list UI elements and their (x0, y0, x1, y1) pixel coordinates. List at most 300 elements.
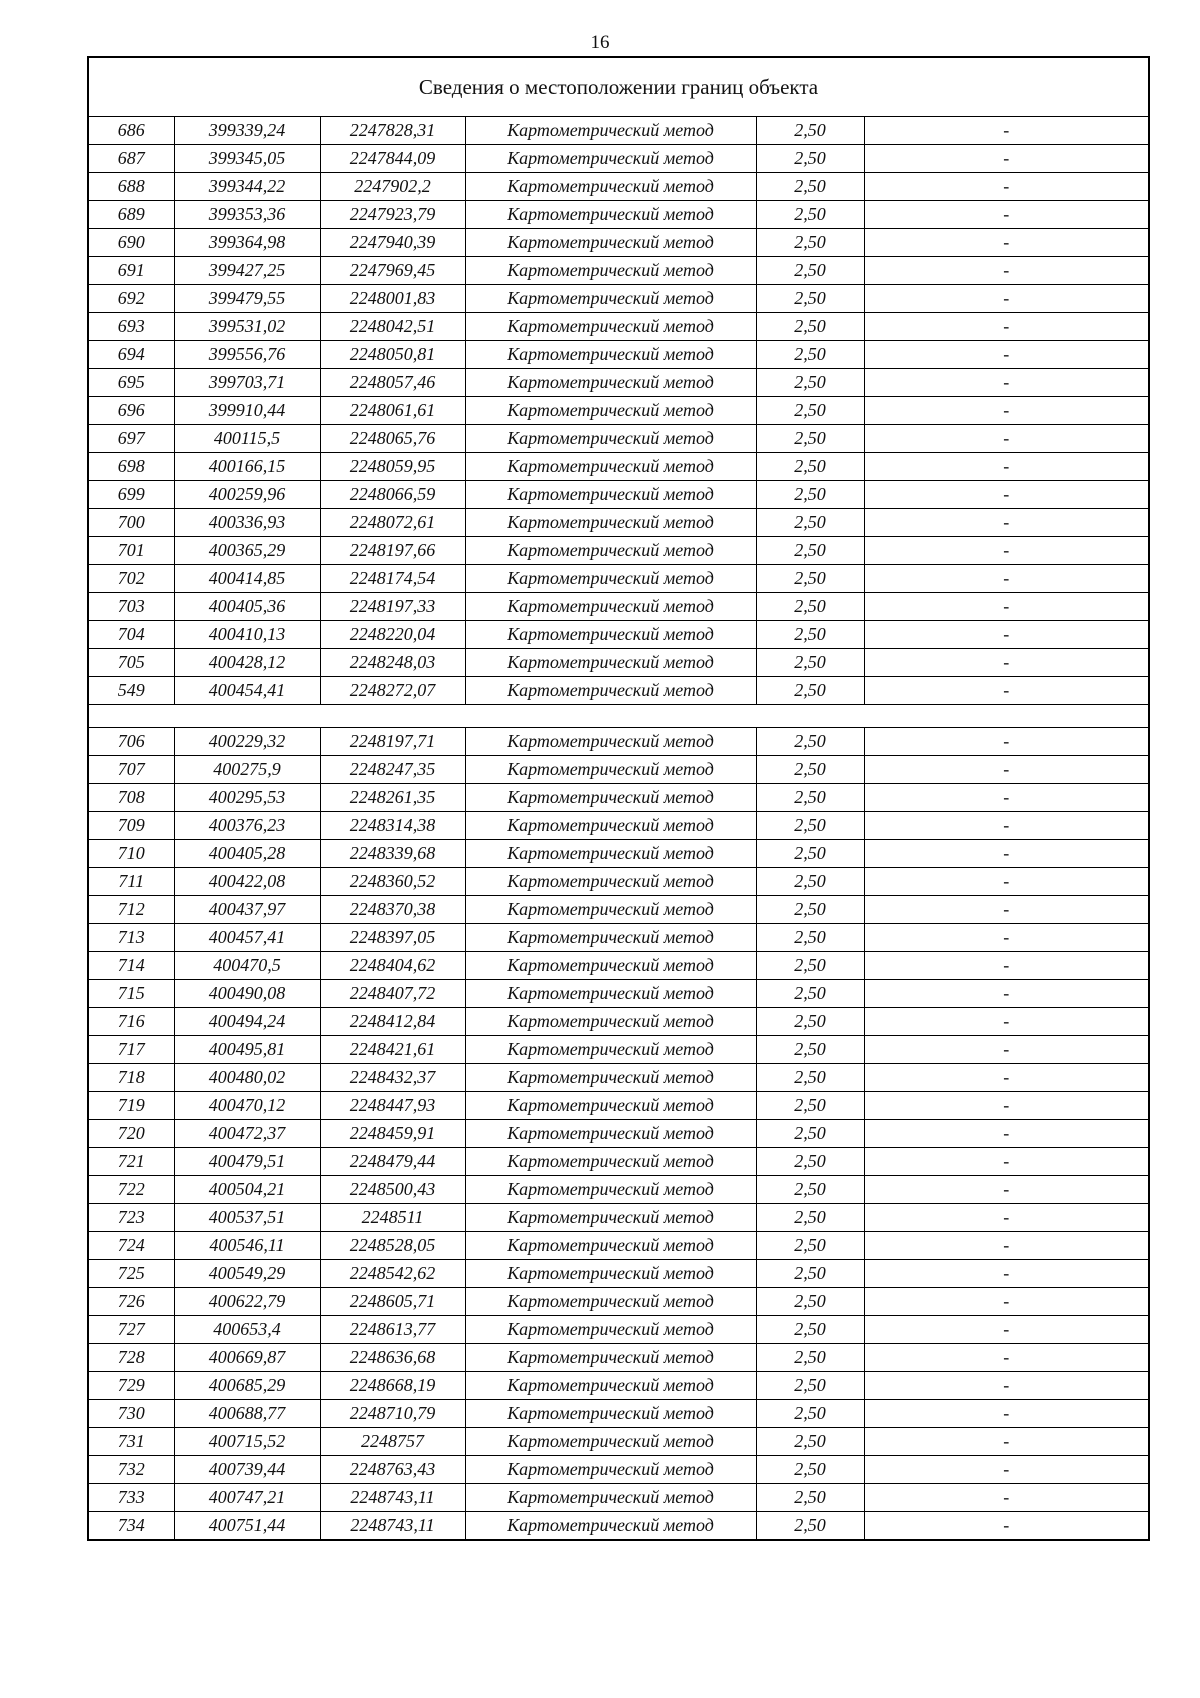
table-row (88, 756, 1149, 784)
table-row (88, 1428, 1149, 1456)
cell-method: Картометрический метод (465, 1008, 756, 1036)
table-row (88, 1344, 1149, 1372)
cell-coord-x: 400470,12 (174, 1092, 320, 1120)
cell-coord-x: 400422,08 (174, 868, 320, 896)
cell-accuracy: 2,50 (756, 621, 864, 649)
table-row (88, 145, 1149, 173)
table-title-row (88, 57, 1149, 117)
cell-coord-x: 400479,51 (174, 1148, 320, 1176)
cell-description: - (864, 1064, 1149, 1092)
cell-accuracy: 2,50 (756, 1176, 864, 1204)
cell-method: Картометрический метод (465, 565, 756, 593)
cell-coord-x: 400751,44 (174, 1512, 320, 1541)
cell-method: Картометрический метод (465, 341, 756, 369)
cell-coord-x: 399427,25 (174, 257, 320, 285)
cell-point-number: 689 (88, 201, 174, 229)
cell-accuracy: 2,50 (756, 952, 864, 980)
cell-accuracy: 2,50 (756, 1008, 864, 1036)
cell-description: - (864, 145, 1149, 173)
cell-method: Картометрический метод (465, 868, 756, 896)
cell-accuracy: 2,50 (756, 1036, 864, 1064)
table-row (88, 1260, 1149, 1288)
cell-accuracy: 2,50 (756, 145, 864, 173)
cell-coord-x: 400494,24 (174, 1008, 320, 1036)
cell-coord-x: 400685,29 (174, 1372, 320, 1400)
cell-method: Картометрический метод (465, 1148, 756, 1176)
cell-point-number: 720 (88, 1120, 174, 1148)
cell-point-number: 704 (88, 621, 174, 649)
cell-coord-x: 400669,87 (174, 1344, 320, 1372)
cell-description: - (864, 313, 1149, 341)
cell-coord-x: 399339,24 (174, 117, 320, 145)
cell-accuracy: 2,50 (756, 481, 864, 509)
cell-description: - (864, 649, 1149, 677)
table-row (88, 1484, 1149, 1512)
table-row (88, 896, 1149, 924)
cell-coord-y: 2248500,43 (320, 1176, 465, 1204)
cell-method: Картометрический метод (465, 453, 756, 481)
cell-description: - (864, 1120, 1149, 1148)
cell-coord-x: 399479,55 (174, 285, 320, 313)
cell-coord-x: 400410,13 (174, 621, 320, 649)
cell-description: - (864, 784, 1149, 812)
cell-method: Картометрический метод (465, 812, 756, 840)
cell-coord-y: 2248636,68 (320, 1344, 465, 1372)
cell-point-number: 712 (88, 896, 174, 924)
cell-description: - (864, 1512, 1149, 1541)
cell-accuracy: 2,50 (756, 1456, 864, 1484)
cell-method: Картометрический метод (465, 1092, 756, 1120)
page-number: 16 (590, 32, 610, 53)
cell-coord-x: 400414,85 (174, 565, 320, 593)
cell-accuracy: 2,50 (756, 728, 864, 756)
cell-method: Картометрический метод (465, 173, 756, 201)
table-row (88, 425, 1149, 453)
cell-method: Картометрический метод (465, 1120, 756, 1148)
table-row (88, 1400, 1149, 1428)
table-row (88, 257, 1149, 285)
cell-coord-x: 400688,77 (174, 1400, 320, 1428)
cell-method: Картометрический метод (465, 980, 756, 1008)
cell-point-number: 699 (88, 481, 174, 509)
cell-point-number: 690 (88, 229, 174, 257)
cell-point-number: 719 (88, 1092, 174, 1120)
cell-coord-y: 2248710,79 (320, 1400, 465, 1428)
cell-accuracy: 2,50 (756, 784, 864, 812)
cell-method: Картометрический метод (465, 1400, 756, 1428)
cell-coord-y: 2248001,83 (320, 285, 465, 313)
table-row (88, 1456, 1149, 1484)
cell-accuracy: 2,50 (756, 924, 864, 952)
cell-accuracy: 2,50 (756, 1204, 864, 1232)
cell-method: Картометрический метод (465, 1260, 756, 1288)
cell-description: - (864, 1428, 1149, 1456)
cell-point-number: 734 (88, 1512, 174, 1541)
cell-accuracy: 2,50 (756, 1120, 864, 1148)
table-row (88, 565, 1149, 593)
cell-method: Картометрический метод (465, 285, 756, 313)
cell-description: - (864, 812, 1149, 840)
cell-coord-y: 2248542,62 (320, 1260, 465, 1288)
cell-accuracy: 2,50 (756, 593, 864, 621)
cell-method: Картометрический метод (465, 1288, 756, 1316)
cell-point-number: 701 (88, 537, 174, 565)
cell-accuracy: 2,50 (756, 1344, 864, 1372)
cell-description: - (864, 341, 1149, 369)
cell-coord-y: 2248248,03 (320, 649, 465, 677)
table-row (88, 1036, 1149, 1064)
table-row (88, 649, 1149, 677)
cell-description: - (864, 509, 1149, 537)
cell-point-number: 717 (88, 1036, 174, 1064)
cell-coord-y: 2247902,2 (320, 173, 465, 201)
cell-coord-x: 400428,12 (174, 649, 320, 677)
table-row (88, 201, 1149, 229)
table-row (88, 840, 1149, 868)
cell-accuracy: 2,50 (756, 896, 864, 924)
cell-method: Картометрический метод (465, 1372, 756, 1400)
cell-method: Картометрический метод (465, 677, 756, 705)
cell-description: - (864, 1484, 1149, 1512)
cell-description: - (864, 1036, 1149, 1064)
cell-description: - (864, 565, 1149, 593)
cell-point-number: 702 (88, 565, 174, 593)
cell-description: - (864, 1260, 1149, 1288)
cell-coord-x: 400472,37 (174, 1120, 320, 1148)
cell-point-number: 728 (88, 1344, 174, 1372)
cell-coord-x: 400437,97 (174, 896, 320, 924)
cell-coord-y: 2247940,39 (320, 229, 465, 257)
cell-coord-y: 2248220,04 (320, 621, 465, 649)
cell-method: Картометрический метод (465, 593, 756, 621)
cell-description: - (864, 1008, 1149, 1036)
cell-point-number: 706 (88, 728, 174, 756)
table-row (88, 1512, 1149, 1541)
table-row (88, 173, 1149, 201)
cell-accuracy: 2,50 (756, 537, 864, 565)
cell-point-number: 732 (88, 1456, 174, 1484)
table-row (88, 1120, 1149, 1148)
cell-coord-y: 2248668,19 (320, 1372, 465, 1400)
cell-point-number: 721 (88, 1148, 174, 1176)
cell-coord-x: 400490,08 (174, 980, 320, 1008)
cell-coord-x: 399345,05 (174, 145, 320, 173)
cell-coord-y: 2248511 (320, 1204, 465, 1232)
cell-description: - (864, 369, 1149, 397)
cell-coord-y: 2248459,91 (320, 1120, 465, 1148)
cell-accuracy: 2,50 (756, 1064, 864, 1092)
cell-point-number: 716 (88, 1008, 174, 1036)
cell-description: - (864, 1400, 1149, 1428)
cell-method: Картометрический метод (465, 1036, 756, 1064)
cell-method: Картометрический метод (465, 425, 756, 453)
cell-point-number: 714 (88, 952, 174, 980)
cell-point-number: 707 (88, 756, 174, 784)
table-row (88, 1316, 1149, 1344)
cell-point-number: 700 (88, 509, 174, 537)
cell-description: - (864, 201, 1149, 229)
table-row (88, 1288, 1149, 1316)
cell-coord-y: 2248763,43 (320, 1456, 465, 1484)
cell-coord-x: 400275,9 (174, 756, 320, 784)
table-row (88, 1148, 1149, 1176)
cell-description: - (864, 840, 1149, 868)
cell-coord-y: 2248370,38 (320, 896, 465, 924)
cell-coord-y: 2248314,38 (320, 812, 465, 840)
cell-coord-y: 2247923,79 (320, 201, 465, 229)
cell-description: - (864, 868, 1149, 896)
cell-coord-y: 2247828,31 (320, 117, 465, 145)
cell-method: Картометрический метод (465, 313, 756, 341)
cell-point-number: 733 (88, 1484, 174, 1512)
table-row (88, 924, 1149, 952)
cell-accuracy: 2,50 (756, 649, 864, 677)
cell-description: - (864, 1148, 1149, 1176)
cell-coord-y: 2248197,66 (320, 537, 465, 565)
cell-coord-x: 400622,79 (174, 1288, 320, 1316)
cell-coord-y: 2248421,61 (320, 1036, 465, 1064)
cell-method: Картометрический метод (465, 1344, 756, 1372)
table-row (88, 453, 1149, 481)
cell-point-number: 723 (88, 1204, 174, 1232)
cell-coord-y: 2248757 (320, 1428, 465, 1456)
cell-accuracy: 2,50 (756, 1484, 864, 1512)
cell-coord-x: 400405,28 (174, 840, 320, 868)
cell-coord-y: 2248432,37 (320, 1064, 465, 1092)
cell-description: - (864, 1288, 1149, 1316)
cell-method: Картометрический метод (465, 1316, 756, 1344)
cell-coord-y: 2248057,46 (320, 369, 465, 397)
cell-coord-x: 399364,98 (174, 229, 320, 257)
cell-method: Картометрический метод (465, 397, 756, 425)
cell-coord-x: 400653,4 (174, 1316, 320, 1344)
cell-coord-y: 2248066,59 (320, 481, 465, 509)
section-separator-cell (88, 705, 1149, 728)
cell-coord-y: 2248447,93 (320, 1092, 465, 1120)
cell-point-number: 687 (88, 145, 174, 173)
table-row (88, 1176, 1149, 1204)
cell-coord-y: 2248397,05 (320, 924, 465, 952)
cell-point-number: 722 (88, 1176, 174, 1204)
cell-point-number: 691 (88, 257, 174, 285)
cell-method: Картометрический метод (465, 1176, 756, 1204)
table-row (88, 369, 1149, 397)
cell-coord-x: 400259,96 (174, 481, 320, 509)
cell-point-number: 725 (88, 1260, 174, 1288)
table-row (88, 1064, 1149, 1092)
cell-method: Картометрический метод (465, 621, 756, 649)
cell-method: Картометрический метод (465, 1204, 756, 1232)
cell-point-number: 727 (88, 1316, 174, 1344)
cell-accuracy: 2,50 (756, 812, 864, 840)
cell-description: - (864, 229, 1149, 257)
cell-coord-x: 400405,36 (174, 593, 320, 621)
cell-point-number: 694 (88, 341, 174, 369)
cell-accuracy: 2,50 (756, 1400, 864, 1428)
cell-method: Картометрический метод (465, 1428, 756, 1456)
cell-coord-x: 399344,22 (174, 173, 320, 201)
table-row (88, 313, 1149, 341)
cell-method: Картометрический метод (465, 257, 756, 285)
cell-description: - (864, 1176, 1149, 1204)
cell-accuracy: 2,50 (756, 257, 864, 285)
cell-point-number: 696 (88, 397, 174, 425)
cell-accuracy: 2,50 (756, 229, 864, 257)
cell-coord-y: 2248061,61 (320, 397, 465, 425)
boundary-table-container (87, 56, 1148, 1541)
cell-point-number: 726 (88, 1288, 174, 1316)
cell-coord-y: 2247844,09 (320, 145, 465, 173)
cell-point-number: 703 (88, 593, 174, 621)
cell-accuracy: 2,50 (756, 1232, 864, 1260)
cell-point-number: 697 (88, 425, 174, 453)
cell-method: Картометрический метод (465, 896, 756, 924)
cell-method: Картометрический метод (465, 1456, 756, 1484)
cell-description: - (864, 1232, 1149, 1260)
cell-description: - (864, 1456, 1149, 1484)
cell-description: - (864, 593, 1149, 621)
cell-accuracy: 2,50 (756, 453, 864, 481)
cell-method: Картометрический метод (465, 537, 756, 565)
cell-coord-x: 400739,44 (174, 1456, 320, 1484)
table-row (88, 341, 1149, 369)
cell-description: - (864, 1092, 1149, 1120)
cell-coord-y: 2248404,62 (320, 952, 465, 980)
cell-method: Картометрический метод (465, 481, 756, 509)
cell-coord-y: 2248050,81 (320, 341, 465, 369)
cell-point-number: 695 (88, 369, 174, 397)
cell-method: Картометрический метод (465, 117, 756, 145)
cell-method: Картометрический метод (465, 784, 756, 812)
table-row (88, 481, 1149, 509)
cell-point-number: 713 (88, 924, 174, 952)
cell-description: - (864, 1344, 1149, 1372)
table-row (88, 728, 1149, 756)
cell-method: Картометрический метод (465, 1484, 756, 1512)
table-row (88, 285, 1149, 313)
cell-coord-x: 400495,81 (174, 1036, 320, 1064)
cell-point-number: 708 (88, 784, 174, 812)
cell-coord-y: 2248412,84 (320, 1008, 465, 1036)
table-row (88, 1008, 1149, 1036)
table-row (88, 1232, 1149, 1260)
cell-point-number: 709 (88, 812, 174, 840)
cell-description: - (864, 952, 1149, 980)
cell-description: - (864, 728, 1149, 756)
cell-coord-x: 400480,02 (174, 1064, 320, 1092)
cell-point-number: 711 (88, 868, 174, 896)
cell-coord-x: 399910,44 (174, 397, 320, 425)
cell-coord-x: 399556,76 (174, 341, 320, 369)
table-row (88, 677, 1149, 705)
cell-coord-x: 400549,29 (174, 1260, 320, 1288)
cell-method: Картометрический метод (465, 756, 756, 784)
cell-description: - (864, 397, 1149, 425)
cell-point-number: 724 (88, 1232, 174, 1260)
cell-accuracy: 2,50 (756, 201, 864, 229)
cell-description: - (864, 1204, 1149, 1232)
cell-accuracy: 2,50 (756, 1316, 864, 1344)
cell-coord-y: 2248605,71 (320, 1288, 465, 1316)
cell-accuracy: 2,50 (756, 1288, 864, 1316)
cell-accuracy: 2,50 (756, 1092, 864, 1120)
table-row (88, 812, 1149, 840)
cell-method: Картометрический метод (465, 1064, 756, 1092)
cell-description: - (864, 621, 1149, 649)
cell-coord-y: 2248360,52 (320, 868, 465, 896)
cell-coord-y: 2247969,45 (320, 257, 465, 285)
cell-coord-x: 400546,11 (174, 1232, 320, 1260)
cell-coord-y: 2248042,51 (320, 313, 465, 341)
cell-description: - (864, 117, 1149, 145)
table-row (88, 537, 1149, 565)
cell-description: - (864, 257, 1149, 285)
cell-coord-x: 399353,36 (174, 201, 320, 229)
cell-point-number: 549 (88, 677, 174, 705)
cell-coord-y: 2248197,33 (320, 593, 465, 621)
table-row (88, 593, 1149, 621)
cell-point-number: 705 (88, 649, 174, 677)
cell-accuracy: 2,50 (756, 1260, 864, 1288)
cell-method: Картометрический метод (465, 1232, 756, 1260)
table-row (88, 1372, 1149, 1400)
cell-coord-x: 400295,53 (174, 784, 320, 812)
cell-coord-y: 2248743,11 (320, 1484, 465, 1512)
cell-method: Картометрический метод (465, 369, 756, 397)
cell-accuracy: 2,50 (756, 117, 864, 145)
cell-method: Картометрический метод (465, 649, 756, 677)
cell-point-number: 729 (88, 1372, 174, 1400)
cell-description: - (864, 924, 1149, 952)
cell-description: - (864, 1372, 1149, 1400)
cell-accuracy: 2,50 (756, 1512, 864, 1541)
cell-accuracy: 2,50 (756, 509, 864, 537)
cell-accuracy: 2,50 (756, 313, 864, 341)
cell-description: - (864, 173, 1149, 201)
table-row (88, 621, 1149, 649)
cell-description: - (864, 980, 1149, 1008)
cell-coord-y: 2248743,11 (320, 1512, 465, 1541)
cell-accuracy: 2,50 (756, 868, 864, 896)
cell-method: Картометрический метод (465, 952, 756, 980)
cell-coord-y: 2248479,44 (320, 1148, 465, 1176)
cell-point-number: 731 (88, 1428, 174, 1456)
cell-coord-x: 400504,21 (174, 1176, 320, 1204)
cell-point-number: 718 (88, 1064, 174, 1092)
cell-point-number: 730 (88, 1400, 174, 1428)
table-title: Сведения о местоположении границ объекта (88, 57, 1149, 117)
cell-point-number: 698 (88, 453, 174, 481)
section-separator-row (88, 705, 1149, 728)
cell-accuracy: 2,50 (756, 1372, 864, 1400)
cell-point-number: 688 (88, 173, 174, 201)
cell-point-number: 715 (88, 980, 174, 1008)
cell-method: Картометрический метод (465, 728, 756, 756)
cell-coord-y: 2248339,68 (320, 840, 465, 868)
table-row (88, 229, 1149, 257)
table-row (88, 1204, 1149, 1232)
cell-accuracy: 2,50 (756, 677, 864, 705)
cell-accuracy: 2,50 (756, 425, 864, 453)
cell-coord-x: 399703,71 (174, 369, 320, 397)
cell-coord-y: 2248072,61 (320, 509, 465, 537)
cell-description: - (864, 481, 1149, 509)
table-row (88, 784, 1149, 812)
cell-accuracy: 2,50 (756, 285, 864, 313)
cell-description: - (864, 1316, 1149, 1344)
cell-method: Картометрический метод (465, 840, 756, 868)
cell-coord-y: 2248065,76 (320, 425, 465, 453)
